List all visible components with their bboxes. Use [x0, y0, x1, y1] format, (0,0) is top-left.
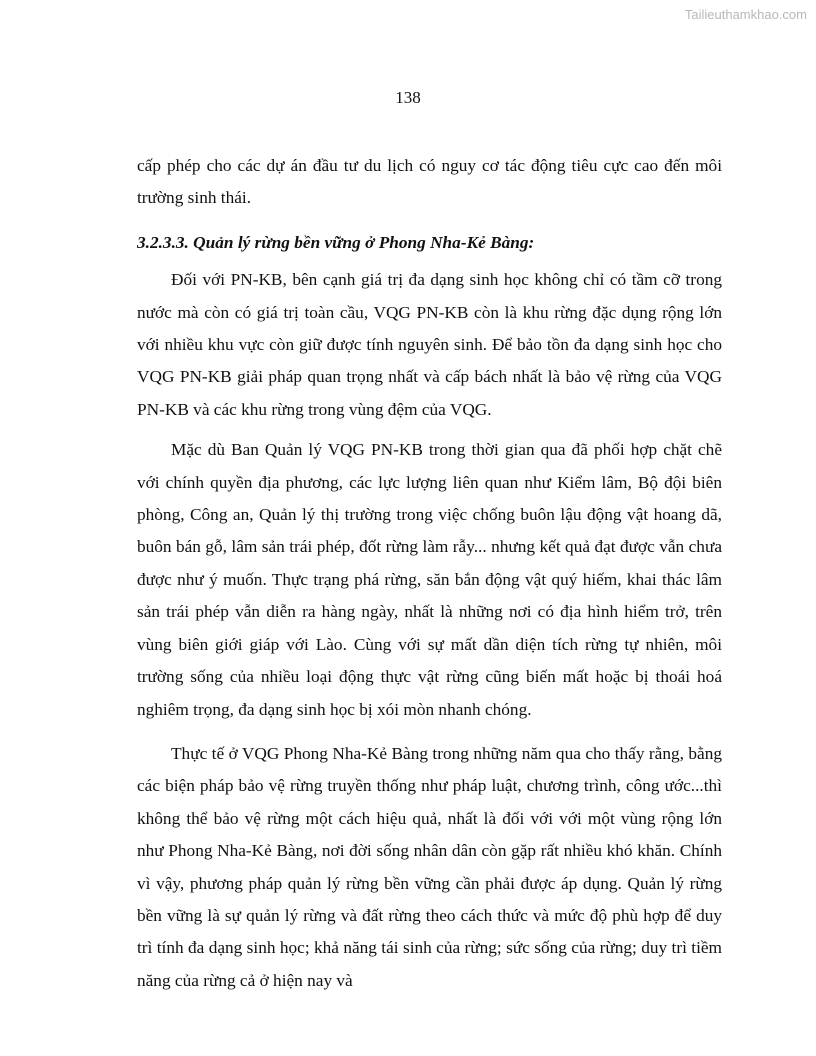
paragraph: Đối với PN-KB, bên cạnh giá trị đa dạng sinh học không chỉ có tầm cỡ trong nước mà còn có giá trị toàn cầu, VQG PN-KB còn là khu rừng đặc dụng rộng lớn với nhiều khu vực còn giữ được tính nguyên sinh. Để bảo tồn đa dạng sinh học cho VQG PN-KB giải pháp quan trọng nhất và cấp bách nhất là bảo vệ rừng của VQG PN-KB và các khu rừng trong vùng đệm của VQG.	[137, 270, 722, 419]
paragraph: Mặc dù Ban Quản lý VQG PN-KB trong thời gian qua đã phối hợp chặt chẽ với chính quyền địa phương, các lực lượng liên quan như Kiểm lâm, Bộ đội biên phòng, Công an, Quản lý thị trường trong việc chống buôn lậu động vật hoang dã, buôn bán gỗ, lâm sản trái phép, đốt rừng làm rẫy... nhưng kết quả đạt được vẫn chưa được như ý muốn. Thực trạng phá rừng, săn bắn động vật quý hiếm, khai thác lâm sản trái phép vẫn diễn ra hàng ngày, nhất là những nơi có địa hình hiểm trở, trên vùng biên giới giáp với Lào. Cùng với sự mất dần diện tích rừng tự nhiên, môi trường sống của nhiều loại động thực vật rừng cũng biến mất hoặc bị thoái hoá nghiêm trọng, đa dạng sinh học bị xói mòn nhanh chóng.	[137, 440, 722, 719]
section-heading: 3.2.3.3. Quản lý rừng bền vững ở Phong Nha-Kẻ Bàng:	[137, 232, 535, 252]
paragraph: Thực tế ở VQG Phong Nha-Kẻ Bàng trong những năm qua cho thấy rằng, bằng các biện pháp bảo vệ rừng truyền thống như pháp luật, chương trình, công ước...thì không thể bảo vệ rừng một cách hiệu quả, nhất là đối với với một vùng rộng lớn như Phong Nha-Kẻ Bàng, nơi đời sống nhân dân còn gặp rất nhiều khó khăn. Chính vì vậy, phương pháp quản lý rừng bền vững cần phải được áp dụng. Quản lý rừng bền vững là sự quản lý rừng và đất rừng theo cách thức và mức độ phù hợp để duy trì tính đa dạng sinh học; khả năng tái sinh của rừng; sức sống của rừng; duy trì tiềm năng của rừng cả ở hiện nay và	[137, 743, 722, 990]
watermark: Tailieuthamkhao.com	[684, 7, 807, 22]
document-body	[137, 150, 722, 997]
page-number: 138	[395, 88, 421, 107]
paragraph-continuation: cấp phép cho các dự án đầu tư du lịch có nguy cơ tác động tiêu cực cao đến môi trường sinh thái.	[137, 156, 722, 208]
